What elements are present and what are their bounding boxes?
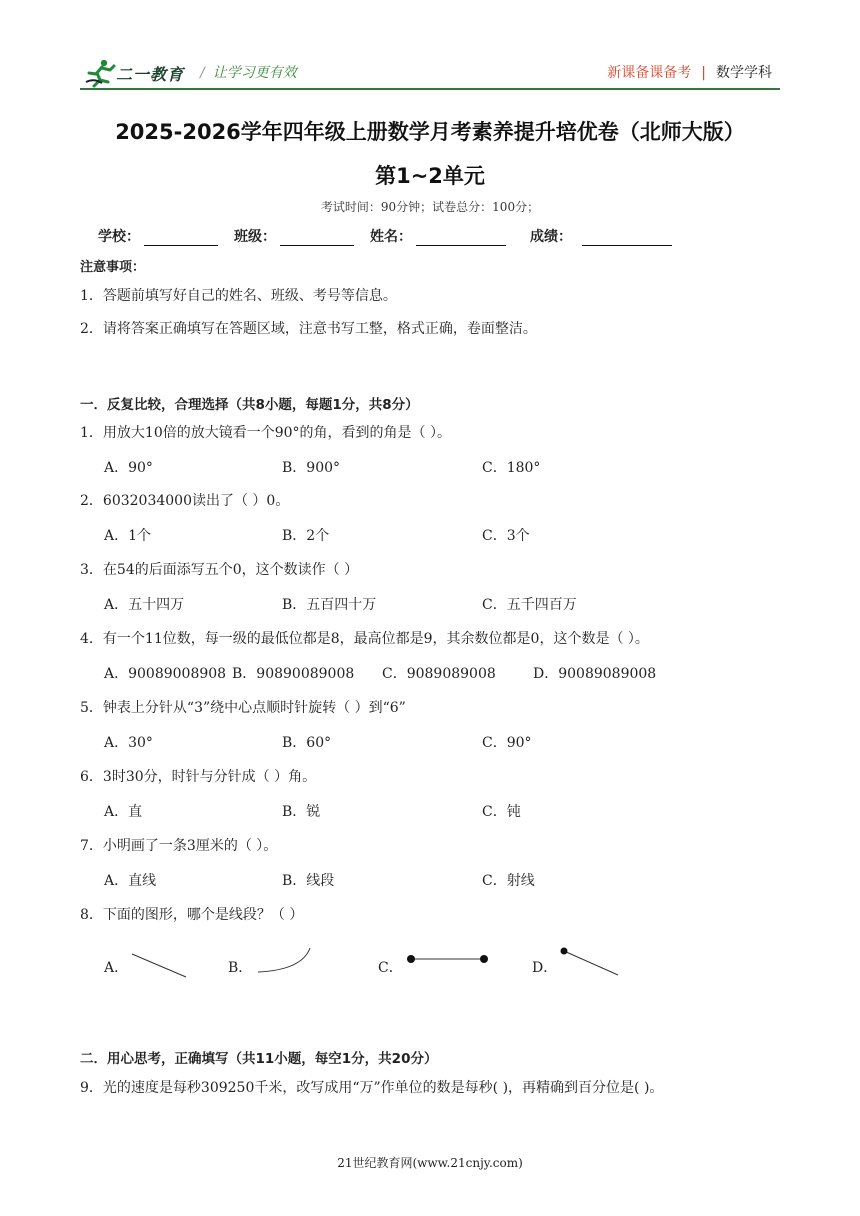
q3-option-a[interactable]: A．五十四万 (104, 597, 185, 613)
figure-c-segment (404, 952, 492, 968)
slogan (200, 62, 297, 82)
slogan-text: 让学习更有效 (212, 65, 297, 81)
q1-option-b[interactable]: B．900° (282, 460, 341, 476)
notes-heading: 注意事项： (80, 260, 146, 275)
q4-option-b[interactable]: B．90890089008 (232, 666, 355, 682)
q7-option-a[interactable]: A．直线 (104, 873, 157, 889)
logo (84, 58, 194, 88)
page-subtitle: 第1~2单元 (375, 164, 485, 188)
header-tag: 新课备课备考 (607, 65, 692, 81)
slogan-slash: / (200, 65, 205, 81)
q8-option-d[interactable]: D． (532, 960, 558, 976)
q6-option-b[interactable]: B．锐 (282, 804, 321, 820)
section-heading: 一．反复比较，合理选择（共8小题，每题1分，共8分） (80, 397, 419, 413)
exam-meta: 考试时间：90分钟；试卷总分：100分； (320, 200, 540, 214)
name-field[interactable]: 姓名： (370, 226, 506, 246)
figure-d-ray (558, 944, 622, 980)
page-footer: 21世纪教育网(www.21cnjy.com) (337, 1156, 523, 1170)
header-separator: | (701, 65, 706, 81)
question-6: 6．3时30分，时针与分针成（ ）角。 (80, 769, 317, 785)
class-field[interactable]: 班级： (234, 226, 354, 246)
note-item: 1．答题前填写好自己的姓名、班级、考号等信息。 (80, 288, 397, 304)
header-divider (80, 88, 780, 90)
question-8: 8．下面的图形，哪个是线段？（ ） (80, 907, 304, 923)
q5-option-b[interactable]: B．60° (282, 735, 332, 751)
name-blank[interactable] (416, 231, 506, 246)
figure-a-line (128, 950, 190, 980)
q3-option-c[interactable]: C．五千四百万 (482, 597, 577, 613)
question-9: 9．光的速度是每秒309250千米，改写成用“万”作单位的数是每秒( )，再精确到百分位是( )。 (80, 1080, 664, 1096)
q8-option-c[interactable]: C． (378, 960, 403, 976)
q7-option-c[interactable]: C．射线 (482, 873, 535, 889)
q4-option-a[interactable]: A．90089008908 (104, 666, 227, 682)
q2-option-c[interactable]: C．3个 (482, 528, 530, 544)
figure-b-curve (254, 944, 316, 976)
school-field[interactable]: 学校： (98, 226, 218, 246)
q6-option-c[interactable]: C．钝 (482, 804, 521, 820)
q8-option-a[interactable]: A． (104, 960, 129, 976)
question-2: 2．6032034000读出了（ ）0。 (80, 493, 290, 509)
score-blank[interactable] (582, 231, 672, 246)
score-field[interactable]: 成绩： (530, 226, 672, 246)
question-5: 5．钟表上分针从“3”绕中心点顺时针旋转（ ）到“6” (80, 700, 406, 716)
logo-mark (84, 58, 194, 88)
q6-option-a[interactable]: A．直 (104, 804, 143, 820)
q4-option-d[interactable]: D．90089089008 (533, 666, 657, 682)
q5-option-c[interactable]: C．90° (482, 735, 532, 751)
q7-option-b[interactable]: B．线段 (282, 873, 335, 889)
q8-option-b[interactable]: B． (228, 960, 253, 976)
class-blank[interactable] (280, 231, 354, 246)
question-4: 4．有一个11位数，每一级的最低位都是8，最高位都是9，其余数位都是0，这个数是（ ）。 (80, 631, 649, 647)
note-item: 2．请将答案正确填写在答题区域，注意书写工整，格式正确，卷面整洁。 (80, 321, 537, 337)
school-blank[interactable] (144, 231, 218, 246)
question-1: 1．用放大10倍的放大镜看一个90°的角，看到的角是（ ）。 (80, 425, 451, 441)
question-7: 7．小明画了一条3厘米的（ ）。 (80, 838, 278, 854)
runner-icon (84, 58, 118, 88)
question-3: 3．在54的后面添写五个0，这个数读作（ ） (80, 562, 359, 578)
header-subject-label: 数学学科 (716, 65, 772, 81)
q5-option-a[interactable]: A．30° (104, 735, 153, 751)
q2-option-b[interactable]: B．2个 (282, 528, 330, 544)
q2-option-a[interactable]: A．1个 (104, 528, 152, 544)
q3-option-b[interactable]: B．五百四十万 (282, 597, 377, 613)
header-subject (607, 62, 772, 82)
q1-option-a[interactable]: A．90° (104, 460, 153, 476)
logo-text: 二一教育 (116, 65, 185, 84)
q4-option-c[interactable]: C．9089089008 (382, 666, 496, 682)
section-heading: 二．用心思考，正确填写（共11小题，每空1分，共20分） (80, 1051, 438, 1067)
page-title: 2025-2026学年四年级上册数学月考素养提升培优卷（北师大版） (115, 120, 745, 144)
q1-option-c[interactable]: C．180° (482, 460, 541, 476)
